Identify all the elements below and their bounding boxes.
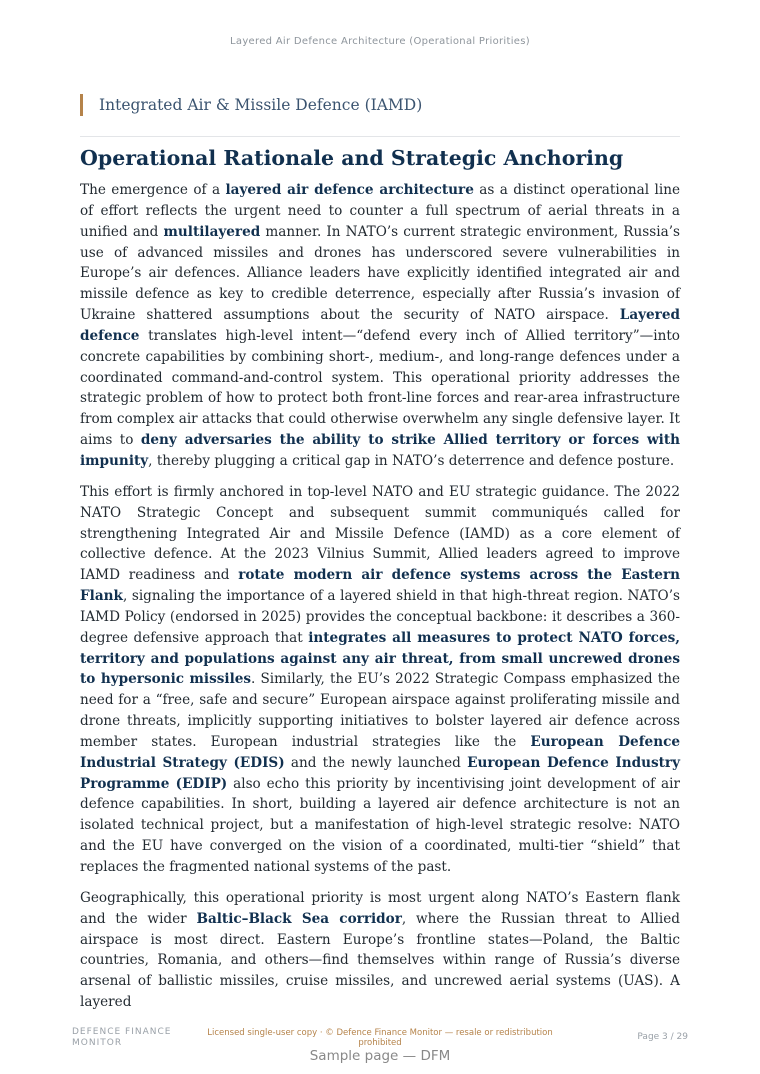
article-heading: Operational Rationale and Strategic Anchoring (80, 146, 624, 170)
footer-publisher: DEFENCE FINANCE MONITOR (72, 1027, 172, 1048)
text-run: The emergence of a (80, 182, 226, 198)
text-run: and the newly launched (284, 754, 468, 771)
text-run: manner. In NATO’s current strategic environment, Russia’s use of advanced missiles and drones has underscored severe vulnerabilities in Europe’s air defences. Alliance leaders have explicitly identified integrated air and missile defence as key to credible deterrence, especially after Russia’s invasion of Ukraine shattered assumptions about the security of NATO airspace. (80, 223, 681, 324)
bold-phrase: European Defence Industry Programme (EDIP) (80, 754, 680, 792)
bold-phrase: layered air defence architecture (225, 182, 474, 198)
text-run: , signaling the importance of a layered shield in that high-threat region. NATO’s IAMD Policy (endorsed in 2025) provides the conceptual backbone: it describes a 360-degree defensive approach that (80, 588, 680, 646)
text-run: as a distinct operational line of effort reflects the urgent need to counter a full spectrum of aerial threats in a unified and (80, 182, 681, 240)
paragraph-1 (80, 180, 680, 472)
text-run: , where the Russian threat to Allied airspace is most direct. Eastern Europe’s frontline states—Poland, the Baltic countries, Romania, and others—find themselves within range of Russia’s diverse arsenal of ballistic missiles, cruise missiles, and uncrewed aerial systems (UAS). A layered (80, 910, 681, 1011)
article-body (80, 142, 680, 1023)
text-run: , thereby plugging a critical gap in NATO’s deterrence and defence posture. (148, 452, 675, 469)
bold-phrase: deny adversaries the ability to strike Allied territory or forces with impunity (80, 432, 680, 469)
paragraph-2 (80, 482, 680, 878)
sample-page-mark: Sample page — DFM (309, 1048, 451, 1064)
text-run: translates high-level intent—“defend every inch of Allied territory”—into concrete capabilities by combining short-, medium-, and long-range defences under a coordinated command-and-control system. This operational priority addresses the strategic problem of how to protect both front-line forces and rear-area infrastructure from complex air attacks that could otherwise overwhelm any single defensive layer. It aims to (80, 327, 680, 449)
section-divider (80, 136, 680, 137)
paragraph-3 (80, 888, 680, 1013)
bold-phrase: Baltic–Black Sea corridor (196, 910, 402, 927)
text-run: Geographically, this operational priority is most urgent along NATO’s Eastern flank and the wider (80, 889, 680, 927)
bold-phrase: rotate modern air defence systems across the Eastern Flank (80, 567, 680, 605)
bold-phrase: integrates all measures to protect NATO forces, territory and populations against any air threat, from small uncrewed drones to hypersonic missiles (80, 629, 680, 688)
text-run: . Similarly, the EU’s 2022 Strategic Compass emphasized the need for a “free, safe and secure” European airspace against proliferating missile and drone threats, implicitly supporting initiatives to bolster layered air defence across member states. European industrial strategies like the (80, 671, 680, 750)
text-run: This effort is firmly anchored in top-level NATO and EU strategic guidance. The 2022 NATO Strategic Concept and subsequent summit communiqués called for strengthening Integrated Air and Missile Defence (IAMD) as a core element of collective defence. At the 2023 Vilnius Summit, Allied leaders agreed to improve IAMD readiness and (80, 483, 680, 584)
text-run: also echo this priority by incentivising joint development of air defence capabilities. In short, building a layered air defence architecture is not an isolated technical project, but a manifestation of high-level strategic resolve: NATO and the EU have converged on the vision of a coordinated, multi-tier “shield” that replaces the fragmented national systems of the past. (80, 775, 681, 875)
footer-page-number: Page 3 / 29 (637, 1032, 688, 1042)
bold-phrase: multilayered (163, 223, 261, 240)
bold-phrase: European Defence Industrial Strategy (EDIS) (80, 733, 681, 771)
section-label: Integrated Air & Missile Defence (IAMD) (80, 94, 422, 116)
bold-phrase: Layered defence (80, 307, 680, 344)
running-header: Layered Air Defence Architecture (Operational Priorities) (230, 36, 530, 47)
footer-license: Licensed single-user copy · © Defence Finance Monitor — resale or redistribution prohibited (207, 1028, 553, 1048)
